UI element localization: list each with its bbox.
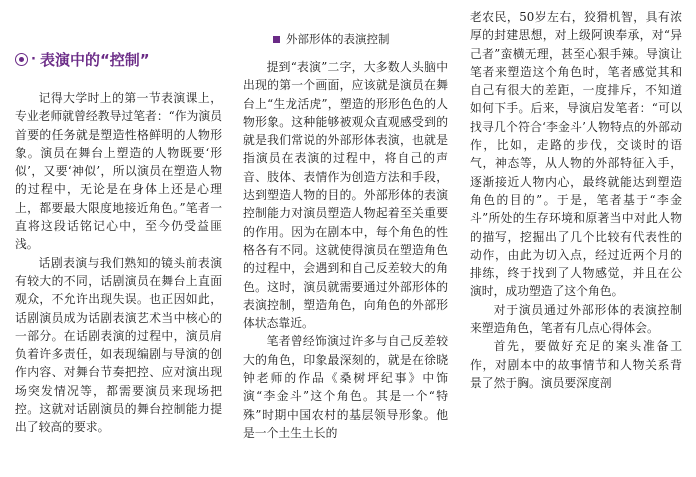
column-right-body bbox=[470, 8, 682, 392]
paragraph-continued: 老农民，50岁左右，狡猾机智，具有浓厚的封建思想，对上级阿谀奉承，对“异己者”蛮横无理，甚至心狠手辣。导演让笔者来塑造这个角色时，笔者感觉其和自己有很大的差距，一度排斥，不知道如何下手。后来，导演启发笔者：“可以找寻几个符合‘李金斗’人物特点的外部动作，比如，走路的步伐，交谈时的语气，神态等，从人物的外部特征入手，逐渐接近人物内心，最终就能达到塑造角色的目的”。于是，笔者基于“李金斗”所处的生存环境和原著当中对此人物的描写，挖掘出了几个比较有代表性的动作，由此为切入点，经过近两个月的排练，终于找到了人物感觉，并且在公演时，成功塑造了这个角色。 bbox=[470, 10, 682, 299]
paragraph: 记得大学时上的第一节表演课上，专业老师就曾经教导过笔者：“作为演员首要的任务就是塑造性格鲜明的人物形象。演员在舞台上塑造的人物既要‘形似’，又要‘神似’，所以演员在塑造人物的过程中，无论是在身体上还是心理上，都要最大限度地接近角色。”笔者一直将这段话铭记心中，至今仍受益匪浅。 bbox=[15, 91, 222, 252]
section-heading bbox=[15, 49, 150, 69]
column-right bbox=[470, 0, 682, 477]
column-middle-body bbox=[243, 58, 448, 442]
column-left bbox=[15, 0, 222, 477]
section-heading-text: 表演中的“控制” bbox=[39, 50, 150, 69]
paragraph: 提到“表演”二字，大多数人头脑中出现的第一个画面，应该就是演员在舞台上“生龙活虎”，塑造的形形色色的人物形象。这种能够被观众直观感受到的就是我们常说的外部形体表演，也就是指演员在表演的过程中，将自己的声音、肢体、表情作为创造方法和手段，达到塑造人物的目的。外部形体的表演控制能力对演员塑造人物起着至关重要的作用。因为在剧本中，每个角色的性格各有不同。这就使得演员在塑造角色的过程中，会遇到和自己反差较大的角色。这时，演员就需要通过外部形体的表演控制，塑造角色，向角色的外部形体状态靠近。 bbox=[243, 60, 448, 331]
column-left-body bbox=[15, 89, 222, 437]
subsection-heading bbox=[273, 31, 390, 47]
dot-separator-icon: · bbox=[31, 51, 36, 67]
paragraph: 首先，要做好充足的案头准备工作，对剧本中的故事情节和人物关系背景了然于胸。演员要深度剖 bbox=[470, 339, 682, 390]
square-bullet-icon bbox=[273, 36, 280, 43]
paragraph: 笔者曾经饰演过许多与自己反差较大的角色，印象最深刻的，就是在徐晓钟老师的作品《桑树坪纪事》中饰演“李金斗”这个角色。其是一个“特殊”时期中国农村的基层领导形象。他是一个土生土长的 bbox=[243, 334, 448, 440]
paragraph: 话剧表演与我们熟知的镜头前表演有较大的不同，话剧演员在舞台上直面观众，不允许出现失误。也正因如此，话剧演员成为话剧表演艺术当中核心的一部分。在话剧表演的过程中，演员肩负着许多责任，如表现编剧与导演的创作内容、对舞台节奏把控、应对演出现场突发情况等，都需要演员来现场把控。这就对话剧演员的舞台控制能力提出了较高的要求。 bbox=[15, 255, 222, 435]
paragraph: 对于演员通过外部形体的表演控制来塑造角色，笔者有几点心得体会。 bbox=[470, 302, 682, 336]
column-middle bbox=[243, 0, 448, 477]
subsection-heading-text: 外部形体的表演控制 bbox=[286, 32, 390, 46]
circle-bullet-icon bbox=[15, 53, 28, 66]
